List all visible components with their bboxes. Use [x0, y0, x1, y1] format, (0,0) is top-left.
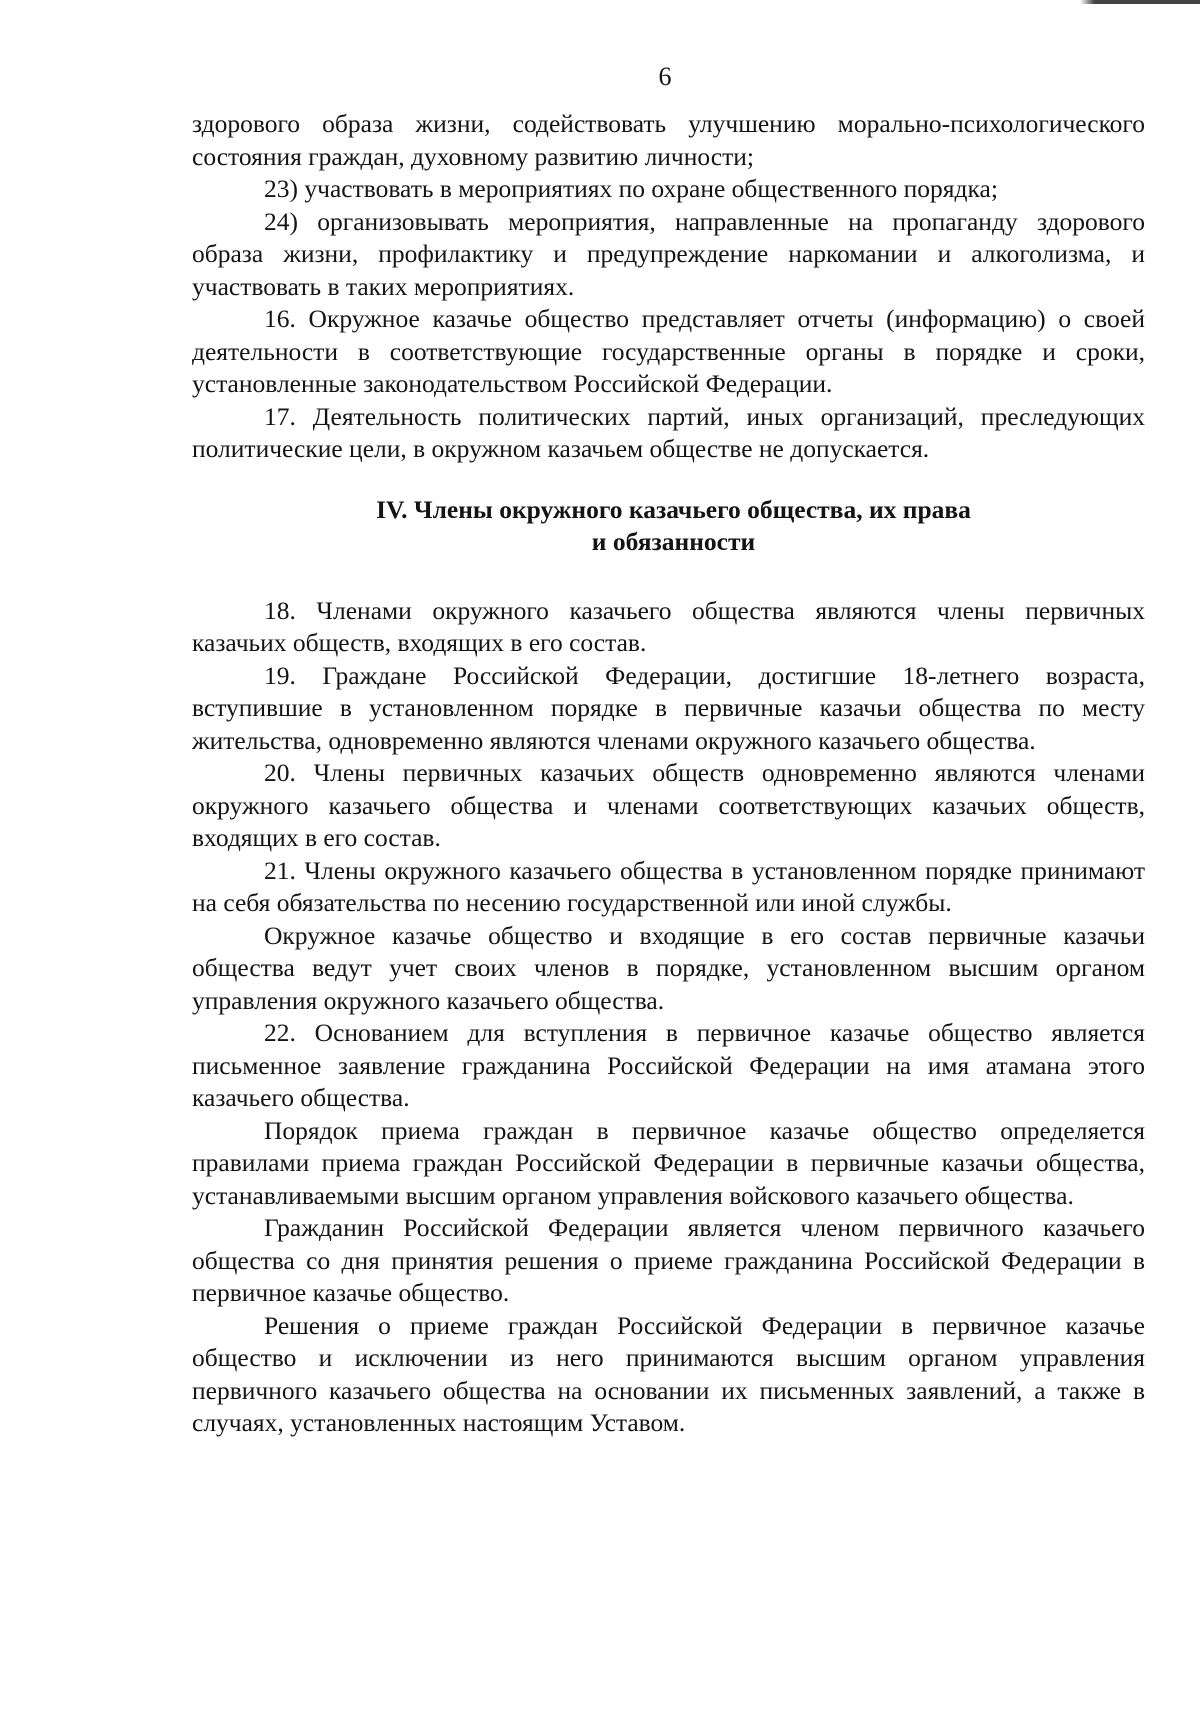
section-after-heading	[192, 595, 1145, 1440]
paragraph: 17. Деятельность политических партий, иных организаций, преследующих политические цели, в окружном казачьем обществе не допускается.	[192, 401, 1145, 463]
paragraph: 24) организовывать мероприятия, направленные на пропаганду здорового образа жизни, профилактику и предупреждение наркомании и алкоголизма, и участвовать в таких мероприятиях.	[192, 206, 1145, 301]
paragraph: здорового образа жизни, содействовать улучшению морально-психологического состояния граждан, духовному развитию личности;	[192, 109, 1145, 171]
paragraph: 19. Граждане Российской Федерации, достигшие 18-летнего возраста, вступившие в установленном порядке в первичные казачьи общества по месту жительства, одновременно являются членами окружного казачьего общества.	[192, 660, 1145, 755]
section-heading	[192, 494, 1145, 559]
paragraph: 20. Члены первичных казачьих обществ одновременно являются членами окружного казачьего общества и членами соответствующих казачьих обществ, входящих в его состав.	[192, 758, 1145, 852]
paragraph: 16. Окружное казачье общество представляет отчеты (информацию) о своей деятельности в соответствующие государственные органы в порядке и сроки, установленные законодательством Российской Федерации.	[192, 304, 1145, 398]
section-before-heading	[192, 108, 1145, 466]
section-heading-line-2: и обязанности	[591, 527, 756, 556]
paragraph: Окружное казачье общество и входящие в его состав первичные казачьи общества ведут учет своих членов в порядке, установленном высшим органом управления окружного казачьего общества.	[192, 920, 1145, 1015]
paragraph: Гражданин Российской Федерации является членом первичного казачьего общества со дня принятия решения о приеме гражданина Российской Федерации в первичное казачье общество.	[192, 1213, 1145, 1307]
paragraph: 18. Членами окружного казачьего общества являются члены первичных казачьих обществ, входящих в его состав.	[192, 595, 1145, 657]
section-heading-line-1: IV. Члены окружного казачьего общества, их права	[376, 494, 971, 524]
document-body	[192, 108, 1145, 1440]
paragraph: 22. Основанием для вступления в первичное казачье общество является письменное заявление гражданина Российской Федерации на имя атамана этого казачьего общества.	[192, 1018, 1145, 1112]
paragraph: 23) участвовать в мероприятиях по охране общественного порядка;	[264, 174, 998, 203]
paragraph: Решения о приеме граждан Российской Федерации в первичное казачье общество и исключении из него принимаются высшим органом управления первичного казачьего общества на основании их письменных заявлений, а также в случаях, установленных настоящим Уставом.	[192, 1310, 1145, 1437]
paragraph: 21. Члены окружного казачьего общества в установленном порядке принимают на себя обязательства по несению государственной или иной службы.	[192, 855, 1145, 917]
paragraph: Порядок приема граждан в первичное казачье общество определяется правилами приема граждан Российской Федерации в первичные казачьи общества, устанавливаемыми высшим органом управления войскового казачьего общества.	[192, 1115, 1145, 1210]
page-number: 6	[658, 62, 672, 91]
scan-edge-mark	[1080, 0, 1200, 4]
